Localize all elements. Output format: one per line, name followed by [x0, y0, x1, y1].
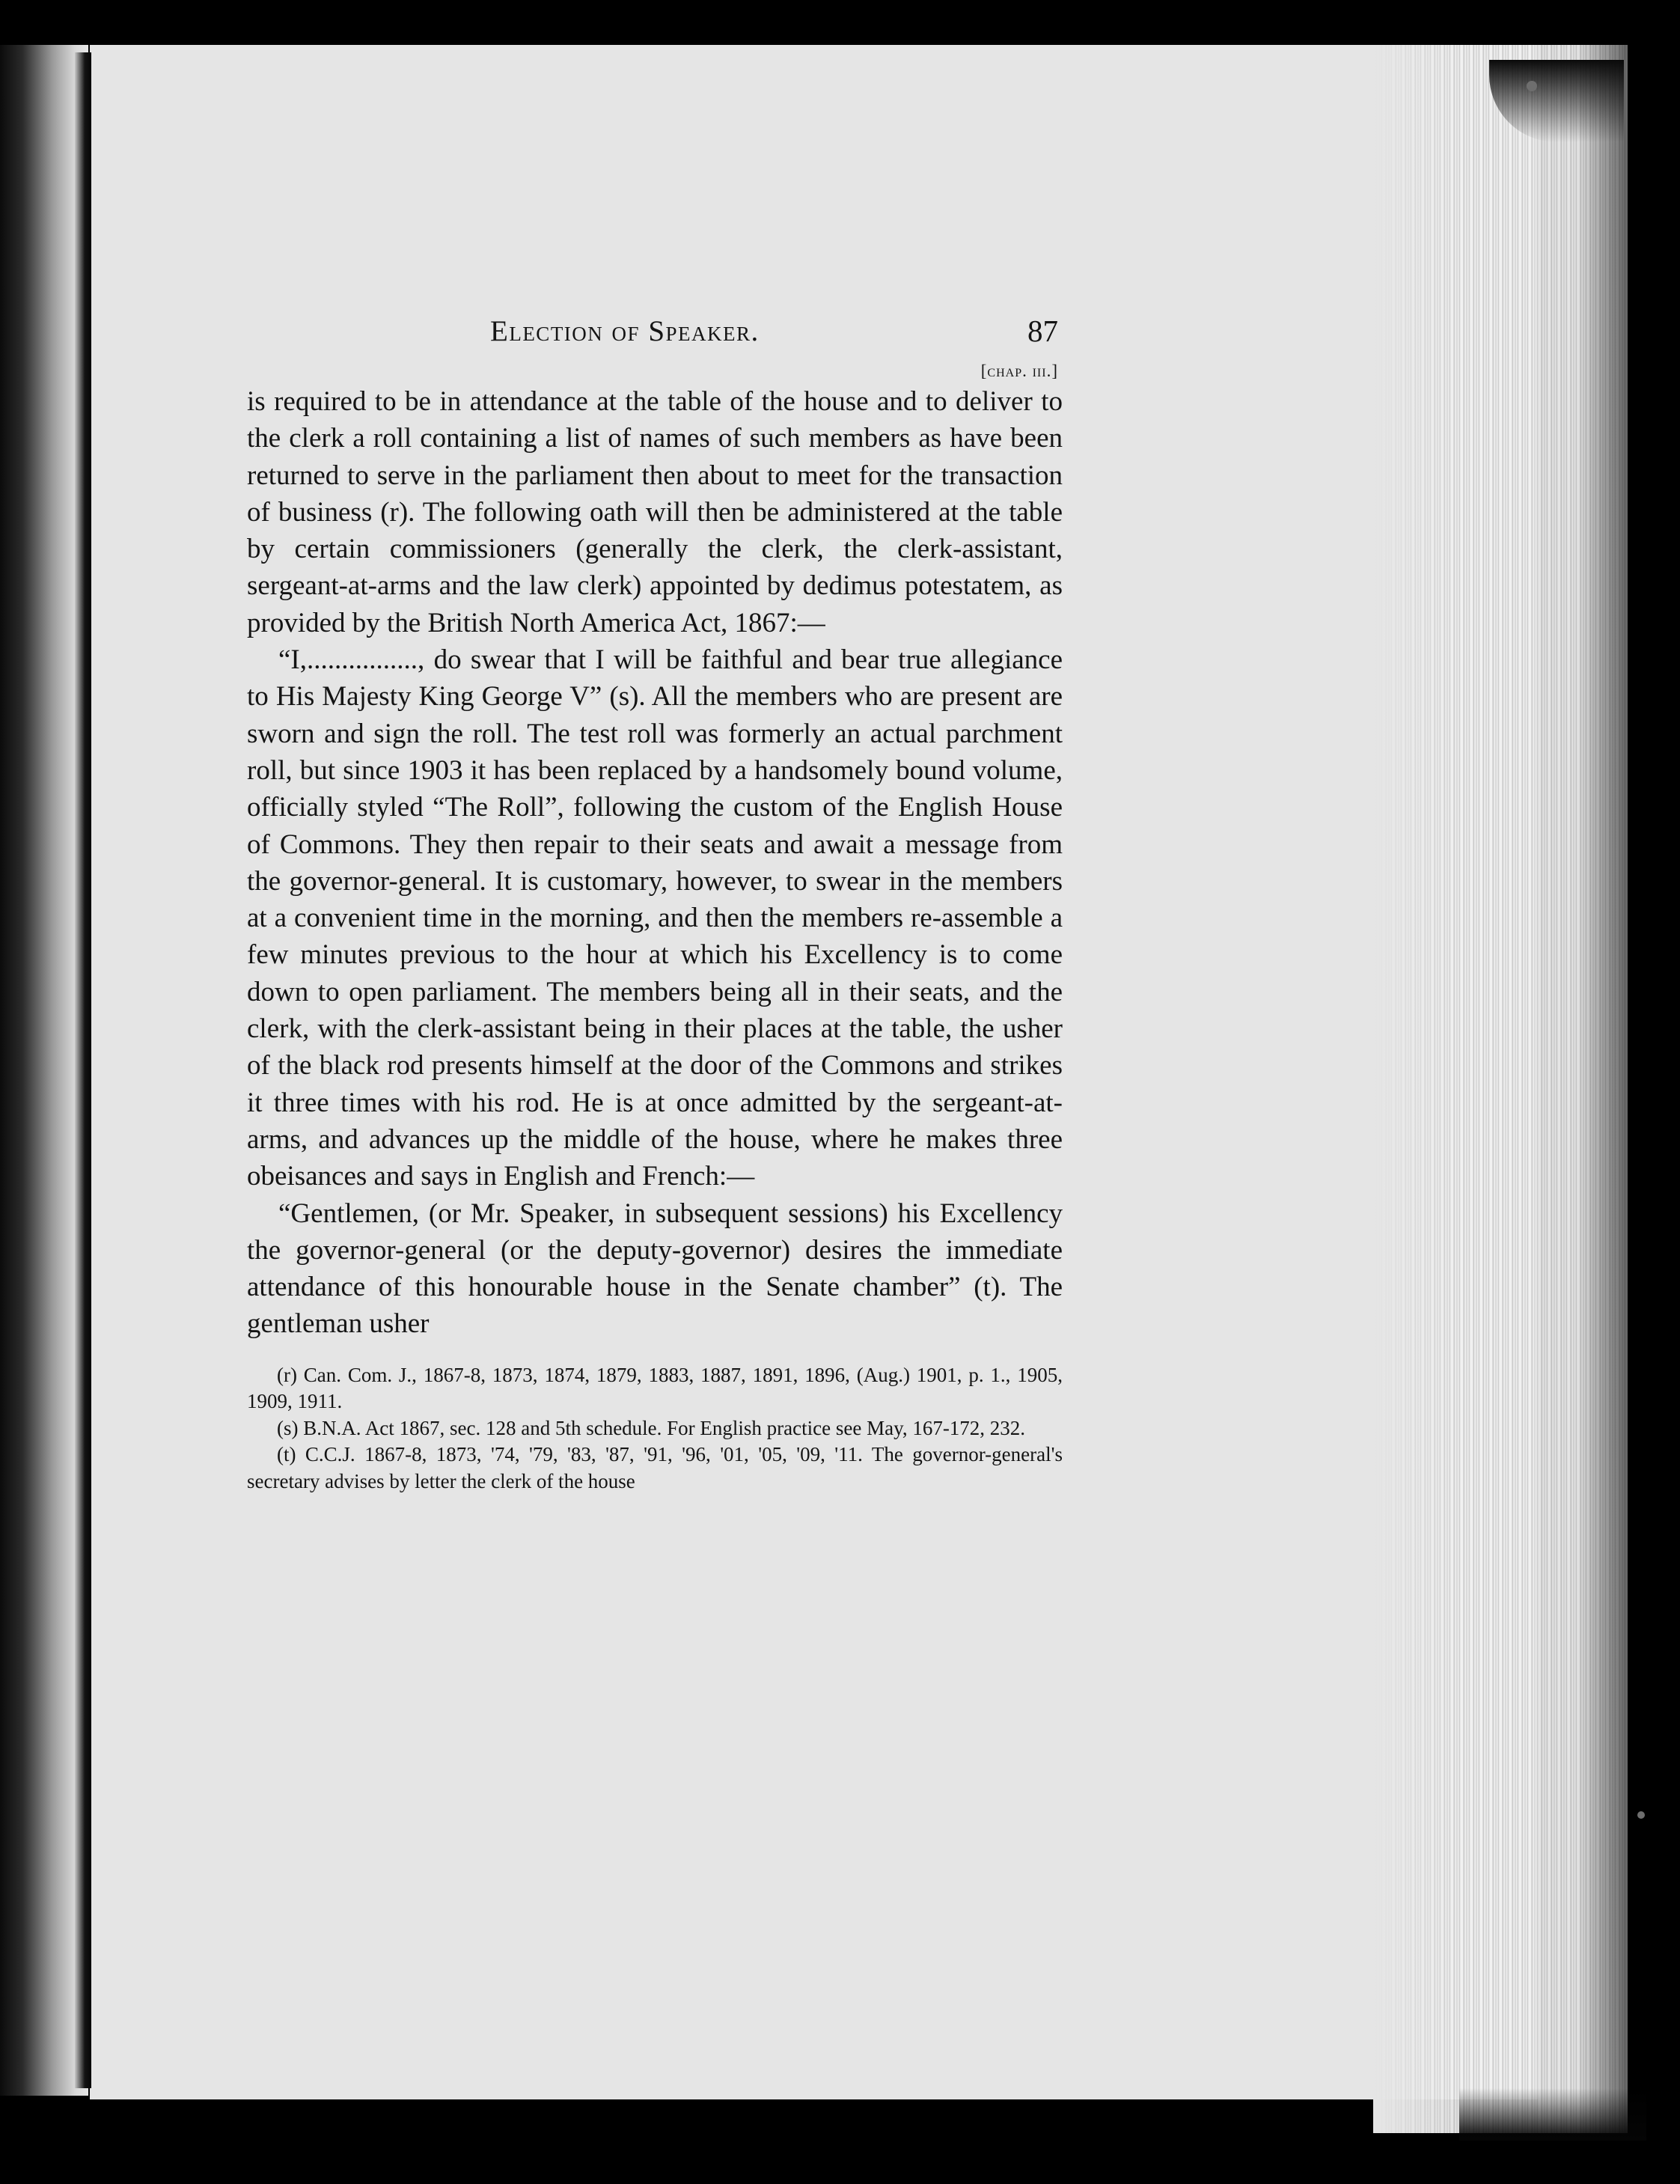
scan-speck	[1527, 81, 1537, 91]
paragraph: is required to be in attendance at the table of the house and to deliver to the clerk a roll containing a list of names of such members as have been returned to serve in the parliament then about to meet for the transaction of business (r). The following oath will then be administered at the table by certain commissioners (generally the clerk, the clerk-assistant, sergeant-at-arms and the law clerk) appointed by dedimus potestatem, as provided by the British North America Act, 1867:—	[247, 386, 1063, 638]
page-edge-shadow	[1373, 45, 1628, 2133]
scan-speck	[1637, 1811, 1645, 1819]
paragraph: “I,................, do swear that I will be faithful and bear true allegiance to His Majesty King George V” (s). All the members who are present are sworn and sign the roll. The test roll was formerly an actual parchment roll, but since 1903 it has been replaced by a handsomely bound volume, officially styled “The Roll”, following the custom of the English House of Commons. They then repair to their seats and await a message from the governor-general. It is customary, however, to swear in the members at a convenient time in the morning, and then the members re-assemble a few minutes previous to the hour at which his Excellency is to come down to open parliament. The members being all in their seats, and the clerk, with the clerk-assistant being in their places at the table, the usher of the black rod presents himself at the door of the Commons and strikes it three times with his rod. He is at once admitted by the sergeant-at-arms, and advances up the middle of the house, where he makes three obeisances and says in English and French:—	[247, 644, 1063, 1192]
chapter-marker: [chap. iii.]	[980, 362, 1058, 380]
footnote: (t) C.C.J. 1867-8, 1873, '74, '79, '83, '87, '91, '96, '01, '05, '09, '11. The governor-general's secretary advises by letter the clerk of the house	[247, 1443, 1063, 1492]
page-text-block	[247, 314, 1063, 1495]
page-edge-bottom-shadow	[1459, 2088, 1646, 2141]
running-head-title: Election of Speaker.	[490, 315, 760, 347]
footnotes	[247, 1362, 1063, 1495]
book-gutter	[75, 52, 91, 2088]
footnote: (s) B.N.A. Act 1867, sec. 128 and 5th schedule. For English practice see May, 167-172, 232.	[277, 1416, 1026, 1439]
body-text	[247, 383, 1063, 1343]
running-head	[247, 314, 1063, 358]
footnote: (r) Can. Com. J., 1867-8, 1873, 1874, 1879, 1883, 1887, 1891, 1896, (Aug.) 1901, p. 1., 1905, 1909, 1911.	[247, 1363, 1063, 1413]
paragraph: “Gentlemen, (or Mr. Speaker, in subsequent sessions) his Excellency the governor-general (or the deputy-governor) desires the immediate attendance of this honourable house in the Senate chamber” (t). The gentleman usher	[247, 1198, 1063, 1340]
page-number: 87	[1027, 314, 1058, 348]
